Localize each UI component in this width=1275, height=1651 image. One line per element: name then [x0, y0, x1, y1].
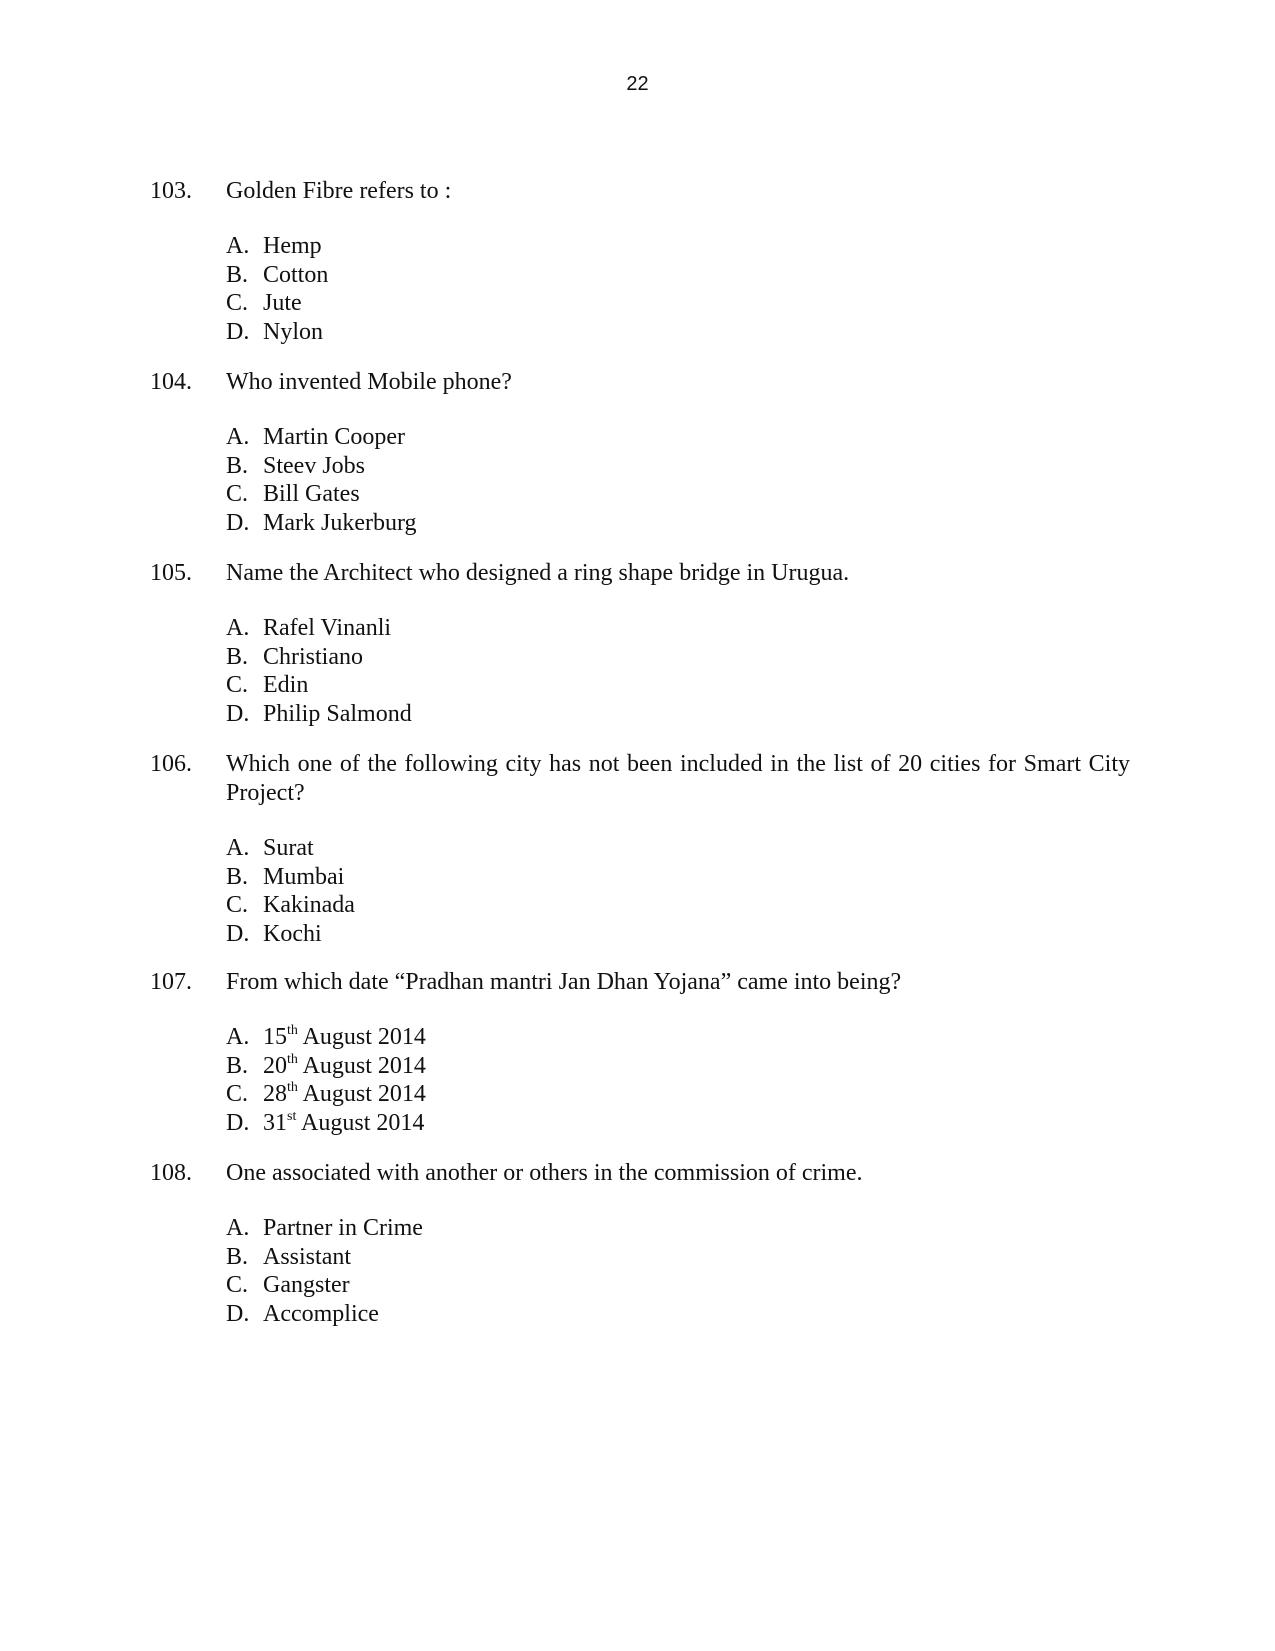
option-month-year: August 2014 — [296, 1110, 425, 1137]
option-day: 20 — [263, 1052, 287, 1079]
question-text: One associated with another or others in the commission of crime. — [226, 1160, 863, 1186]
option-month-year: August 2014 — [297, 1081, 426, 1108]
option-letter: A. — [226, 233, 250, 259]
option-text: Philip Salmond — [263, 701, 412, 728]
option-text: Nylon — [263, 319, 323, 346]
option-letter: C. — [226, 290, 249, 317]
option-b — [226, 261, 1130, 290]
option-text: Kochi — [263, 921, 322, 948]
option-day: 28 — [263, 1081, 287, 1108]
option-letter: C. — [226, 1272, 249, 1299]
option-text: Hemp — [263, 233, 322, 259]
option-letter: B. — [226, 643, 249, 670]
option-b — [226, 643, 1130, 672]
option-day: 15 — [263, 1024, 287, 1050]
option-a — [226, 834, 1130, 863]
option-text: Accomplice — [263, 1301, 379, 1328]
option-b — [226, 1052, 1130, 1081]
option-letter: B. — [226, 863, 249, 890]
option-letter: B. — [226, 261, 249, 288]
ordinal-suffix: th — [287, 1080, 298, 1096]
option-letter: C. — [226, 481, 249, 508]
question-number: 104. — [150, 369, 192, 395]
option-c — [226, 891, 1130, 920]
option-text — [263, 1023, 426, 1052]
option-day: 31 — [263, 1110, 287, 1137]
options-list — [226, 232, 1130, 347]
option-letter: A. — [226, 1215, 250, 1241]
question-number: 103. — [150, 178, 192, 204]
option-b — [226, 452, 1130, 481]
question-104 — [150, 368, 1130, 538]
option-text: Assistant — [263, 1243, 352, 1270]
question-text: Who invented Mobile phone? — [226, 369, 512, 395]
option-text: Christiano — [263, 643, 363, 670]
option-month-year: August 2014 — [297, 1052, 426, 1079]
option-text: Jute — [263, 290, 302, 317]
options-list — [226, 614, 1130, 729]
option-letter: D. — [226, 921, 250, 948]
option-letter: D. — [226, 1110, 250, 1137]
option-b — [226, 1243, 1130, 1272]
option-letter: D. — [226, 319, 250, 346]
option-text: Bill Gates — [263, 481, 360, 508]
question-105 — [150, 559, 1130, 729]
option-c — [226, 480, 1130, 509]
option-c — [226, 289, 1130, 318]
option-c — [226, 1271, 1130, 1300]
option-a — [226, 614, 1130, 643]
option-month-year: August 2014 — [297, 1024, 426, 1050]
option-letter: B. — [226, 1243, 249, 1270]
option-letter: B. — [226, 452, 249, 479]
ordinal-suffix: th — [287, 1023, 298, 1038]
option-letter: D. — [226, 1301, 250, 1328]
options-list — [226, 1023, 1130, 1138]
option-d — [226, 509, 1130, 538]
option-a — [226, 423, 1130, 452]
option-text: Kakinada — [263, 892, 355, 919]
option-letter: A. — [226, 835, 250, 861]
question-103 — [150, 177, 1130, 347]
options-list — [226, 834, 1130, 949]
option-text: Edin — [263, 672, 309, 699]
option-letter: C. — [226, 1081, 249, 1108]
question-text: From which date “Pradhan mantri Jan Dhan Yojana” came into being? — [226, 969, 902, 995]
page-number: 22 — [626, 73, 649, 95]
option-letter: A. — [226, 1024, 250, 1050]
option-text: Surat — [263, 835, 314, 861]
option-d — [226, 1109, 1130, 1138]
option-text: Mumbai — [263, 863, 345, 890]
option-a — [226, 1214, 1130, 1243]
ordinal-suffix: st — [287, 1109, 297, 1125]
question-text: Name the Architect who designed a ring shape bridge in Urugua. — [226, 560, 850, 586]
option-letter: D. — [226, 701, 250, 728]
ordinal-suffix: th — [287, 1051, 298, 1067]
option-letter: A. — [226, 615, 250, 641]
options-list — [226, 423, 1130, 538]
option-letter: D. — [226, 510, 250, 537]
question-text: Which one of the following city has not been included in the list of 20 cities for Smart City Project? — [226, 751, 1130, 806]
option-text — [263, 1052, 426, 1081]
question-number: 108. — [150, 1160, 192, 1186]
question-108 — [150, 1159, 1130, 1329]
option-text: Cotton — [263, 261, 329, 288]
option-text: Partner in Crime — [263, 1215, 423, 1241]
option-a — [226, 232, 1130, 261]
option-d — [226, 920, 1130, 949]
question-number: 105. — [150, 560, 192, 586]
option-letter: C. — [226, 892, 249, 919]
question-number: 106. — [150, 751, 192, 777]
question-106 — [150, 750, 1130, 949]
question-number: 107. — [150, 969, 192, 995]
option-text: Rafel Vinanli — [263, 615, 392, 641]
option-d — [226, 1300, 1130, 1329]
option-text: Mark Jukerburg — [263, 510, 417, 537]
option-letter: A. — [226, 424, 250, 450]
option-d — [226, 318, 1130, 347]
option-a — [226, 1023, 1130, 1052]
option-letter: C. — [226, 672, 249, 699]
options-list — [226, 1214, 1130, 1329]
option-letter: B. — [226, 1052, 249, 1079]
option-d — [226, 700, 1130, 729]
option-text: Gangster — [263, 1272, 350, 1299]
option-c — [226, 671, 1130, 700]
question-text: Golden Fibre refers to : — [226, 178, 452, 204]
question-107 — [150, 968, 1130, 1138]
option-text: Martin Cooper — [263, 424, 405, 450]
option-b — [226, 863, 1130, 892]
option-text — [263, 1080, 426, 1109]
option-text — [263, 1109, 424, 1138]
option-text: Steev Jobs — [263, 452, 365, 479]
option-c — [226, 1080, 1130, 1109]
